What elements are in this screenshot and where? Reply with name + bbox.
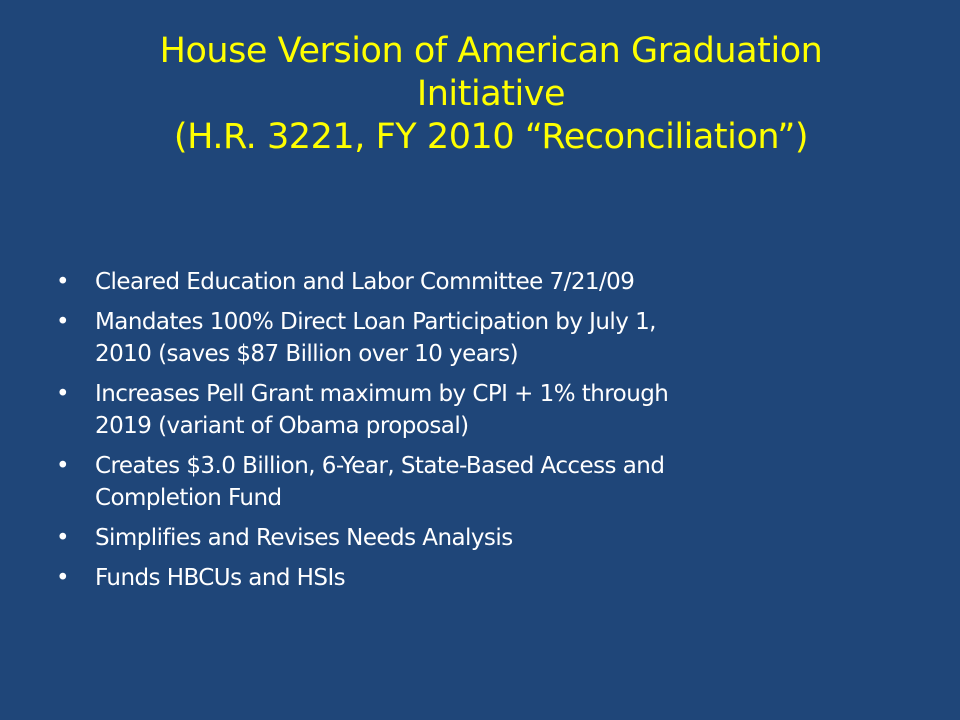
bullet-icon: • (56, 565, 70, 591)
bullet-text-line: Completion Fund (95, 485, 282, 511)
bullet-icon: • (56, 453, 70, 479)
bullet-icon: • (56, 381, 70, 407)
slide-title-line-3: (H.R. 3221, FY 2010 “Reconciliation”) (173, 117, 809, 157)
bullet-item-direct-loan (56, 306, 916, 370)
bullet-text-line: Mandates 100% Direct Loan Participation by July 1, (95, 309, 656, 335)
slide-title-line-2: Initiative (416, 74, 566, 114)
bullet-list (56, 266, 916, 594)
slide-title-line-1: House Version of American Graduation (159, 31, 823, 71)
bullet-text-line: Creates $3.0 Billion, 6-Year, State-Based Access and (95, 453, 665, 479)
bullet-icon: • (56, 269, 70, 295)
bullet-icon: • (56, 525, 70, 551)
bullet-text-line: Funds HBCUs and HSIs (95, 565, 346, 591)
bullet-item-access-completion-fund (56, 450, 916, 514)
bullet-text-line: Cleared Education and Labor Committee 7/21/09 (95, 269, 635, 295)
bullet-item-committee-cleared (56, 266, 916, 298)
bullet-item-hbcus-hsis (56, 562, 916, 594)
bullet-icon: • (56, 309, 70, 335)
bullet-text-line: Simplifies and Revises Needs Analysis (95, 525, 513, 551)
bullet-text-line: Increases Pell Grant maximum by CPI + 1% through (95, 381, 669, 407)
slide-title (36, 30, 946, 159)
bullet-item-needs-analysis (56, 522, 916, 554)
bullet-text-line: 2019 (variant of Obama proposal) (95, 413, 469, 439)
bullet-item-pell-grant (56, 378, 916, 442)
bullet-text-line: 2010 (saves $87 Billion over 10 years) (95, 341, 519, 367)
